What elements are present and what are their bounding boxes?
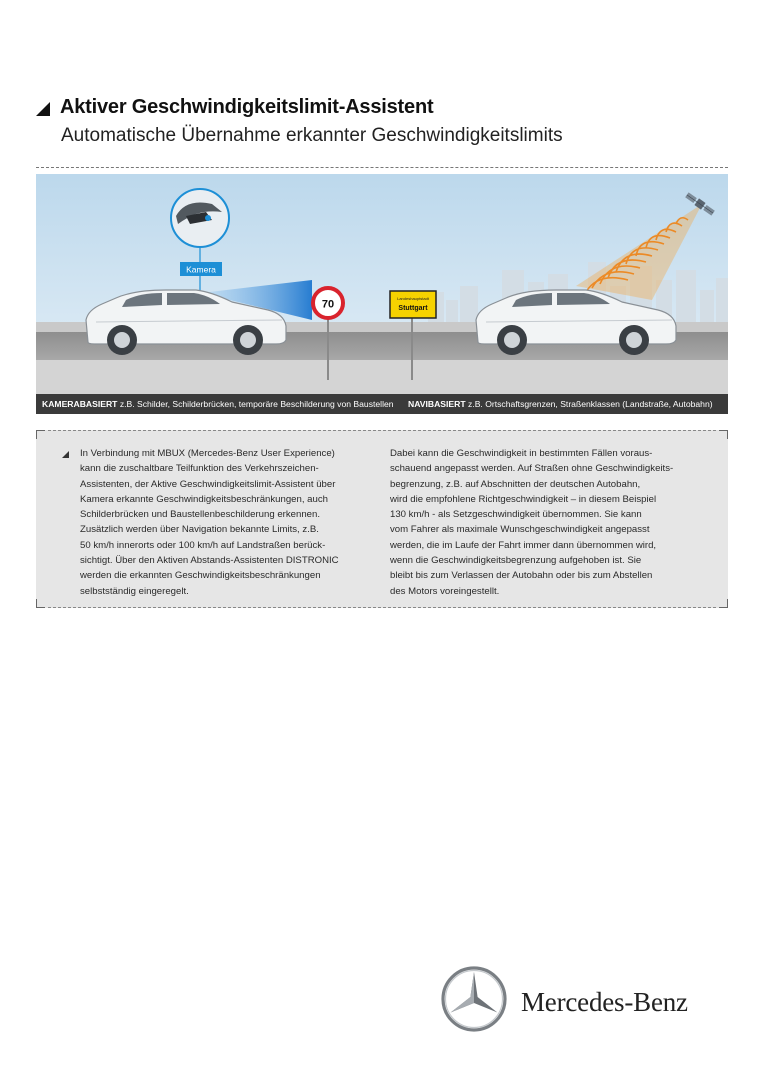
text-line: kann die zuschaltbare Teilfunktion des Verkehrszeichen- <box>80 463 319 475</box>
triangle-bullet-icon <box>62 451 69 458</box>
text-line: sichtigt. Über den Aktiven Abstands-Assistenten DISTRONIC <box>80 555 339 567</box>
brand-logo <box>440 965 740 1033</box>
town-sign-name: Stuttgart <box>398 305 428 312</box>
text-line: 50 km/h innerorts oder 100 km/h auf Landstraßen berück- <box>80 539 326 551</box>
text-line: Zusätzlich werden über Navigation bekannte Limits, z.B. <box>80 524 319 536</box>
camera-zoom-circle <box>171 189 229 247</box>
text-line: Kamera erkannte Geschwindigkeitsbeschränkungen, auch <box>80 493 328 505</box>
info-left-column <box>80 446 370 599</box>
caption-camera-label: KAMERABASIERT <box>42 399 118 409</box>
text-line: schauend angepasst werden. Auf Straßen ohne Geschwindigkeits- <box>390 463 674 475</box>
info-box-top-border <box>48 430 716 431</box>
text-line: In Verbindung mit MBUX (Mercedes-Benz User Experience) <box>80 448 335 459</box>
text-line: werden, die im Laufe der Fahrt immer dann übernommen wird, <box>390 539 657 551</box>
text-line: Dabei kann die Geschwindigkeit in bestimmten Fällen voraus- <box>390 448 653 459</box>
caption-camera-text: z.B. Schilder, Schilderbrücken, temporäre Beschilderung von Baustellen <box>117 399 394 409</box>
caption-bar <box>36 394 728 414</box>
foreground <box>36 360 728 394</box>
text-line: werden die erkannten Geschwindigkeitsbeschränkungen <box>80 570 321 582</box>
caption-camera <box>42 394 394 414</box>
top-divider <box>36 167 728 168</box>
text-line: Schilderbrücken und Baustellenbeschilderung erkennen. <box>80 509 321 521</box>
header <box>36 96 736 147</box>
text-line: Assistenten, der Aktive Geschwindigkeitslimit-Assistent über <box>80 478 336 490</box>
speed-limit-value: 70 <box>321 298 335 311</box>
caption-navi-text: z.B. Ortschaftsgrenzen, Straßenklassen (Landstraße, Autobahn) <box>465 399 713 409</box>
text-line: vom Fahrer als maximale Wunschgeschwindigkeit angepasst <box>390 524 650 536</box>
triangle-bullet-icon <box>36 102 50 116</box>
mercedes-star-icon <box>440 965 508 1033</box>
illustration-graphic <box>36 174 728 394</box>
text-line: wird die empfohlene Richtgeschwindigkeit – in diesem Beispiel <box>390 493 657 505</box>
page-subtitle: Automatische Übernahme erkannter Geschwindigkeitslimits <box>61 125 563 146</box>
town-sign-caption: Landeshauptstadt <box>397 296 429 301</box>
page-title: Aktiver Geschwindigkeitslimit-Assistent <box>60 96 434 118</box>
camera-label: Kamera <box>186 264 216 275</box>
info-box <box>36 430 728 608</box>
info-box-bottom-border <box>48 607 716 608</box>
text-line: des Motors voreingestellt. <box>390 585 500 597</box>
illustration <box>36 174 728 394</box>
caption-navi-label: NAVIBASIERT <box>408 399 466 409</box>
title-row <box>36 96 736 119</box>
info-right-column <box>390 446 710 599</box>
text-line: begrenzung, z.B. auf Abschnitten der deutschen Autobahn, <box>390 478 641 490</box>
text-line: bleibt bis zum Verlassen der Autobahn oder bis zum Abstellen <box>390 570 653 582</box>
caption-navi <box>408 394 713 414</box>
text-line: wenn die Geschwindigkeitsbegrenzung aufgehoben ist. Sie <box>390 555 642 567</box>
text-line: selbstständig eingeregelt. <box>80 585 189 597</box>
text-line: 130 km/h - als Setzgeschwindigkeit übernommen. Sie kann <box>390 509 642 521</box>
brand-name: Mercedes-Benz <box>521 987 688 1017</box>
